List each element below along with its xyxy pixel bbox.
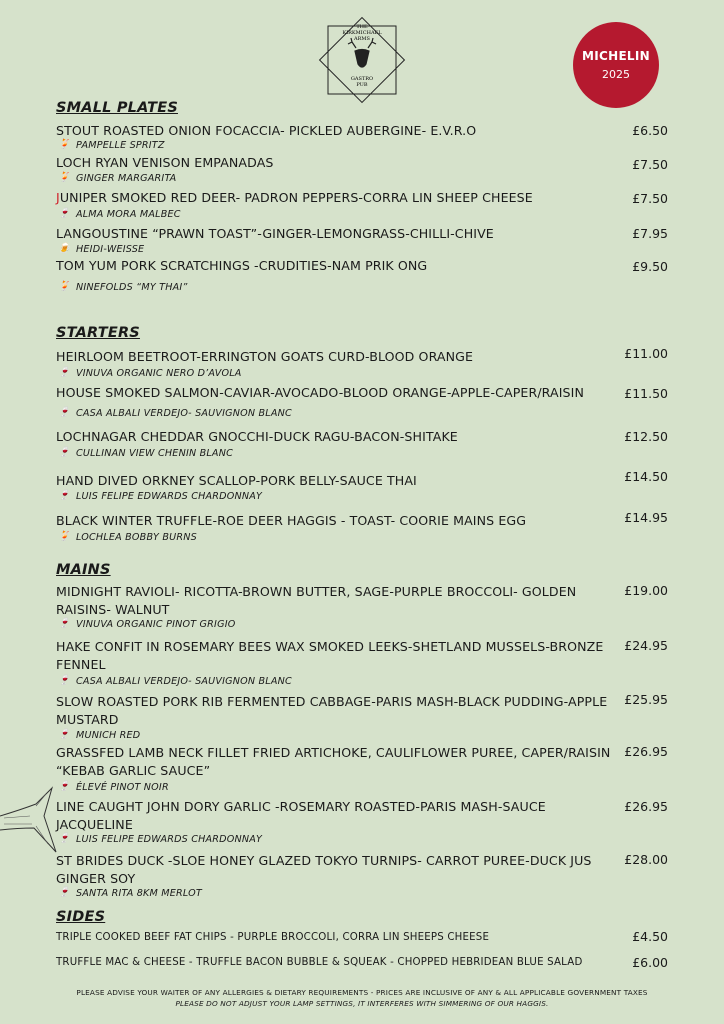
pub-logo xyxy=(306,4,418,116)
side-line: TRIPLE COOKED BEEF FAT CHIPS - PURPLE BROCCOLI, CORRA LIN SHEEPS CHEESE xyxy=(56,932,490,943)
dish-name-line-2: GINGER SOY xyxy=(56,871,136,886)
dish-name: TOM YUM PORK SCRATCHINGS -CRUDITIES-NAM PRIK ONG xyxy=(56,258,428,273)
dish-name: HAND DIVED ORKNEY SCALLOP-PORK BELLY-SAUCE THAI xyxy=(56,473,417,488)
footer-notice: PLEASE ADVISE YOUR WAITER OF ANY ALLERGIES & DIETARY REQUIREMENTS - PRICES ARE INCLUSIVE OF ANY & ALL APPLICABLE GOVERNMENT TAXES xyxy=(76,988,648,997)
dish-price: £26.95 xyxy=(624,799,668,814)
wine-glass-icon: 🍷 xyxy=(58,407,71,418)
wine-glass-icon: 🍷 xyxy=(58,367,71,378)
logo-line-2: KIRKMICHAEL xyxy=(342,30,382,36)
dish-name-line-1: ST BRIDES DUCK -SLOE HONEY GLAZED TOKYO TURNIPS- CARROT PUREE-DUCK JUS xyxy=(56,853,592,868)
footer-notice-2: PLEASE DO NOT ADJUST YOUR LAMP SETTINGS, IT INTERFERES WITH SIMMERING OF OUR HAGGIS. xyxy=(175,999,549,1008)
dish-price: £14.50 xyxy=(624,469,668,484)
dish-name: JUNIPER SMOKED RED DEER- PADRON PEPPERS-CORRA LIN SHEEP CHEESE xyxy=(56,190,533,205)
wine-glass-icon: 🍷 xyxy=(58,208,71,219)
dish-price: £11.00 xyxy=(624,346,668,361)
dish-price: £12.50 xyxy=(624,429,668,444)
pairing: 🍹 GINGER MARGARITA xyxy=(58,172,177,184)
section-heading-mains: MAINS xyxy=(56,562,111,578)
side-price: £4.50 xyxy=(632,929,668,944)
dish-name-line-1: LINE CAUGHT JOHN DORY GARLIC -ROSEMARY ROASTED-PARIS MASH-SAUCE xyxy=(56,799,546,814)
fish-tail-icon xyxy=(0,786,58,856)
dish-price: £7.50 xyxy=(632,157,668,172)
dish-name-line-2: MUSTARD xyxy=(56,712,119,727)
pairing: 🍷 ALMA MORA MALBEC xyxy=(58,208,181,220)
dish-price: £19.00 xyxy=(624,583,668,598)
wine-glass-icon: 🍷 xyxy=(58,490,71,501)
pairing: 🍷 CULLINAN VIEW CHENIN BLANC xyxy=(58,447,233,459)
dish-name-line-2: “KEBAB GARLIC SAUCE” xyxy=(56,763,211,778)
dish-price: £7.95 xyxy=(632,226,668,241)
dish-name-line-2: FENNEL xyxy=(56,657,106,672)
dish-name: HOUSE SMOKED SALMON-CAVIAR-AVOCADO-BLOOD ORANGE-APPLE-CAPER/RAISIN xyxy=(56,385,584,400)
dish-price: £11.50 xyxy=(624,386,668,401)
wine-glass-icon: 🍷 xyxy=(58,618,71,629)
dish-price: £28.00 xyxy=(624,852,668,867)
cocktail-icon: 🍹 xyxy=(58,172,71,183)
stag-icon xyxy=(348,38,376,67)
wine-glass-icon: 🍷 xyxy=(58,729,71,740)
beer-glass-icon: 🍺 xyxy=(58,243,71,254)
pairing: 🍷 SANTA RITA 8KM MERLOT xyxy=(58,887,202,899)
dish-name-line-1: GRASSFED LAMB NECK FILLET FRIED ARTICHOKE, CAULIFLOWER PUREE, CAPER/RAISIN xyxy=(56,745,611,760)
dish-name-rest: UNIPER SMOKED RED DEER- PADRON PEPPERS-CORRA LIN SHEEP CHEESE xyxy=(59,190,533,205)
pairing: 🍹 LOCHLEA BOBBY BURNS xyxy=(58,531,197,543)
dish-name-line-2: JACQUELINE xyxy=(56,817,133,832)
wine-glass-icon: 🍷 xyxy=(58,887,71,898)
dish-name: HEIRLOOM BEETROOT-ERRINGTON GOATS CURD-BLOOD ORANGE xyxy=(56,349,474,364)
pairing: 🍷 CASA ALBALI VERDEJO- SAUVIGNON BLANC xyxy=(58,407,292,419)
dish-name-line-1: SLOW ROASTED PORK RIB FERMENTED CABBAGE-PARIS MASH-BLACK PUDDING-APPLE xyxy=(56,694,608,709)
badge-year: 2025 xyxy=(602,68,630,81)
dish-name: LOCHNAGAR CHEDDAR GNOCCHI-DUCK RAGU-BACON-SHITAKE xyxy=(56,429,458,444)
logo-line-5: PUB xyxy=(356,82,368,88)
dish-name: BLACK WINTER TRUFFLE-ROE DEER HAGGIS - TOAST- COORIE MAINS EGG xyxy=(56,513,527,528)
pairing: 🍷 VINUVA ORGANIC NERO D’AVOLA xyxy=(58,367,242,379)
logo-line-4: GASTRO xyxy=(350,76,374,82)
pairing: 🍷 MUNICH RED xyxy=(58,729,141,741)
section-heading-sides: SIDES xyxy=(56,909,106,925)
cocktail-icon: 🍹 xyxy=(58,531,71,542)
logo-line-1: THE xyxy=(356,24,368,30)
cocktail-icon: 🍹 xyxy=(58,139,71,150)
wine-glass-icon: 🍷 xyxy=(58,675,71,686)
dish-name: STOUT ROASTED ONION FOCACCIA- PICKLED AUBERGINE- E.V.R.O xyxy=(56,123,477,138)
logo-line-3: ARMS xyxy=(354,36,370,42)
dish-name-line-1: HAKE CONFIT IN ROSEMARY BEES WAX SMOKED LEEKS-SHETLAND MUSSELS-BRONZE xyxy=(56,639,604,654)
wine-glass-icon: 🍷 xyxy=(58,781,71,792)
section-heading-small-plates: SMALL PLATES xyxy=(56,100,178,116)
dish-price: £25.95 xyxy=(624,692,668,707)
side-price: £6.00 xyxy=(632,955,668,970)
dish-name: LANGOUSTINE “PRAWN TOAST”-GINGER-LEMONGRASS-CHILLI-CHIVE xyxy=(56,226,494,241)
side-line: TRUFFLE MAC & CHEESE - TRUFFLE BACON BUBBLE & SQUEAK - CHOPPED HEBRIDEAN BLUE SALAD xyxy=(56,957,583,968)
dish-name-line-1: MIDNIGHT RAVIOLI- RICOTTA-BROWN BUTTER, SAGE-PURPLE BROCCOLI- GOLDEN xyxy=(56,584,577,599)
dish-price: £6.50 xyxy=(632,123,668,138)
pairing: 🍹 PAMPELLE SPRITZ xyxy=(58,139,165,151)
dish-price: £7.50 xyxy=(632,191,668,206)
cocktail-icon: 🍹 xyxy=(58,281,71,292)
wine-glass-icon: 🍷 xyxy=(58,833,71,844)
pairing: 🍹 NINEFOLDS “MY THAI” xyxy=(58,281,188,293)
pairing: 🍷 LUIS FELIPE EDWARDS CHARDONNAY xyxy=(58,490,263,502)
section-heading-starters: STARTERS xyxy=(56,325,140,341)
pairing: 🍺 HEIDI-WEISSE xyxy=(58,243,145,255)
michelin-badge xyxy=(573,22,659,108)
pairing: 🍷 VINUVA ORGANIC PINOT GRIGIO xyxy=(58,618,236,630)
pairing: 🍷 CASA ALBALI VERDEJO- SAUVIGNON BLANC xyxy=(58,675,292,687)
pairing: 🍷 LUIS FELIPE EDWARDS CHARDONNAY xyxy=(58,833,263,845)
badge-title: MICHELIN xyxy=(581,49,650,63)
dish-price: £24.95 xyxy=(624,638,668,653)
dish-price: £26.95 xyxy=(624,744,668,759)
dish-name: LOCH RYAN VENISON EMPANADAS xyxy=(56,155,274,170)
dish-price: £14.95 xyxy=(624,510,668,525)
dish-price: £9.50 xyxy=(632,259,668,274)
pairing: 🍷 ÉLEVÉ PINOT NOIR xyxy=(58,781,169,793)
wine-glass-icon: 🍷 xyxy=(58,447,71,458)
dish-name-line-2: RAISINS- WALNUT xyxy=(56,602,170,617)
